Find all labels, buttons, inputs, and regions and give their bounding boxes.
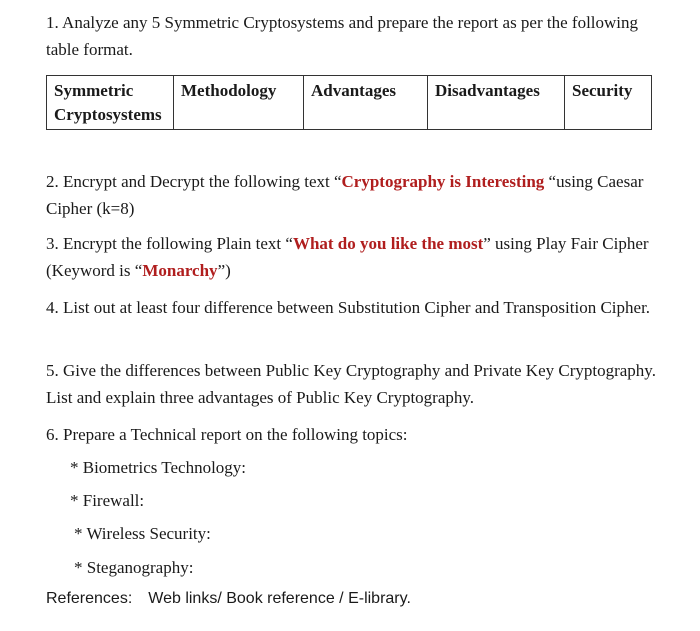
q3-text-before: 3. Encrypt the following Plain text “ xyxy=(46,234,293,253)
topic-steganography: * Steganography: xyxy=(74,558,194,577)
topic-wireless-security: * Wireless Security: xyxy=(74,524,211,543)
header-advantages: Advantages xyxy=(304,76,428,130)
references-text: Web links/ Book reference / E-library. xyxy=(148,590,411,607)
question-3 xyxy=(46,230,666,284)
references xyxy=(46,590,411,608)
header-disadvantages: Disadvantages xyxy=(428,76,565,130)
topic-biometrics: * Biometrics Technology: xyxy=(70,458,247,477)
question-6: 6. Prepare a Technical report on the following topics: xyxy=(46,425,408,444)
q3-text-middle: ” using Play Fair Cipher (Keyword is “ xyxy=(46,234,649,280)
question-5: 5. Give the differences between Public Key Cryptography and Private Key Cryptography. List and explain three advantages of Public Key Cryptography. xyxy=(46,361,656,407)
question-1: 1. Analyze any 5 Symmetric Cryptosystems and prepare the report as per the following table format. xyxy=(46,13,639,59)
references-label: References: xyxy=(46,590,133,607)
q2-highlight-text: Cryptography is Interesting xyxy=(341,172,545,191)
q3-highlight-keyword: Monarchy xyxy=(142,261,218,280)
header-methodology: Methodology xyxy=(174,76,304,130)
table-header-row xyxy=(47,76,652,130)
header-security: Security xyxy=(565,76,652,130)
question-4: 4. List out at least four difference between Substitution Cipher and Transposition Cipher. xyxy=(46,298,651,317)
q2-text-before: 2. Encrypt and Decrypt the following text “ xyxy=(46,172,342,191)
q3-text-after: ”) xyxy=(217,261,231,280)
q3-highlight-plaintext: What do you like the most xyxy=(292,234,484,253)
question-2 xyxy=(46,168,666,222)
q2-text-after: “using Caesar Cipher (k=8) xyxy=(46,172,644,218)
header-symmetric-cryptosystems: Symmetric Cryptosystems xyxy=(47,76,174,130)
topic-firewall: * Firewall: xyxy=(70,491,145,510)
report-format-table xyxy=(46,75,652,130)
